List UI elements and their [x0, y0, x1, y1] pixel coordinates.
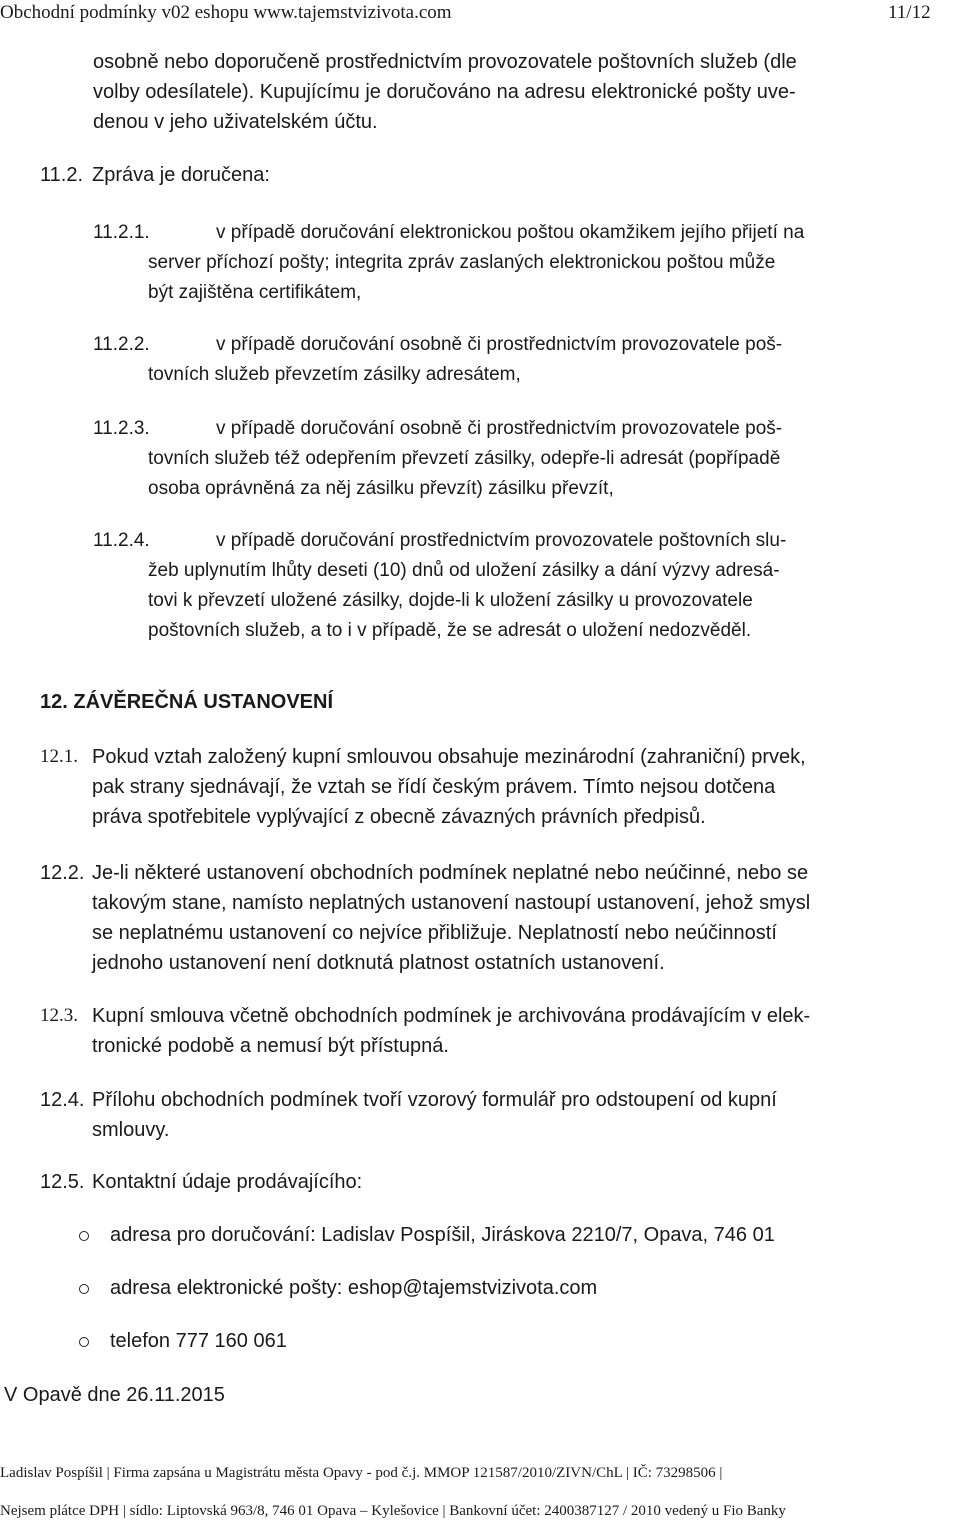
bullet-circle-icon	[79, 1231, 89, 1241]
bullet-circle-icon	[79, 1284, 89, 1294]
text-line: v případě doručování elektronickou poštou okamžikem jejího přijetí na	[216, 222, 805, 243]
text-line: takovým stane, namísto neplatných ustanovení nastoupí ustanovení, jehož smysl	[92, 892, 811, 914]
text-line: tovi k převzetí uložené zásilky, dojde-li k uložení zásilky u provozovatele	[148, 590, 753, 611]
text-line: pak strany sjednávají, že vztah se řídí českým právem. Tímto nejsou dotčena	[92, 776, 776, 798]
item-12-1-text	[92, 742, 956, 832]
item-11-2-1-number: 11.2.1.	[93, 222, 150, 243]
item-12-3-number: 12.3.	[40, 1005, 78, 1026]
text-line: Je-li některé ustanovení obchodních podmínek neplatné nebo neúčinné, nebo se	[92, 862, 809, 884]
item-11-2-2-number: 11.2.2.	[93, 334, 150, 355]
signature-date: V Opavě dne 26.11.2015	[4, 1384, 225, 1406]
item-11-2-3-number: 11.2.3.	[93, 418, 150, 439]
section-12-heading: 12. ZÁVĚREČNÁ USTANOVENÍ	[40, 691, 334, 713]
text-line: v případě doručování osobně či prostřednictvím provozovatele poš-	[216, 418, 783, 439]
text-line: tronické podobě a nemusí být přístupná.	[92, 1035, 449, 1057]
item-12-4-number: 12.4.	[40, 1089, 85, 1111]
footer-line-1: Ladislav Pospíšil | Firma zapsána u Magistrátu města Opavy - pod č.j. MMOP 121587/2010/ZIVN/ChL | IČ: 73298506 |	[0, 1465, 723, 1481]
intro-line: osobně nebo doporučeně prostřednictvím provozovatele poštovních služeb (dle	[93, 51, 797, 73]
text-line: poštovních služeb, a to i v případě, že se adresát o uložení nedozvěděl.	[148, 620, 752, 641]
item-12-1-number: 12.1.	[40, 746, 78, 767]
text-line: smlouvy.	[92, 1119, 170, 1141]
footer-line-2: Nejsem plátce DPH | sídlo: Liptovská 963/8, 746 01 Opava – Kylešovice | Bankovní účet: 2400387127 / 2010 vedený u Fio Banky	[0, 1503, 786, 1519]
item-11-2-4-text	[148, 526, 786, 646]
text-line: tovních služeb převzetím zásilky adresátem,	[148, 364, 521, 385]
text-line: v případě doručování osobně či prostřednictvím provozovatele poš-	[216, 334, 783, 355]
text-line: žeb uplynutím lhůty deseti (10) dnů od uložení zásilky a dání výzvy adresá-	[148, 560, 780, 581]
item-11-2-4-number: 11.2.4.	[93, 530, 150, 551]
text-line: server příchozí pošty; integrita zpráv zaslaných elektronickou poštou může	[148, 252, 776, 273]
intro-line: volby odesílatele). Kupujícímu je doručováno na adresu elektronické pošty uve-	[93, 81, 796, 103]
text-line: v případě doručování prostřednictvím provozovatele poštovních slu-	[216, 530, 787, 551]
text-line: jednoho ustanovení není dotknutá platnost ostatních ustanovení.	[92, 952, 665, 974]
text-line: Kupní smlouva včetně obchodních podmínek je archivována prodávajícím v elek-	[92, 1005, 811, 1027]
page-number: 11/12	[888, 2, 931, 23]
text-line: být zajištěna certifikátem,	[148, 282, 362, 303]
contact-address: adresa pro doručování: Ladislav Pospíšil, Jiráskova 2210/7, Opava, 746 01	[110, 1224, 775, 1246]
item-12-2-number: 12.2.	[40, 862, 85, 884]
item-12-3-text	[92, 1001, 956, 1061]
item-12-5-text: Kontaktní údaje prodávajícího:	[92, 1171, 363, 1193]
item-11-2-3-text	[148, 414, 782, 504]
contact-email: adresa elektronické pošty: eshop@tajemstvizivota.com	[110, 1277, 598, 1299]
item-11-2-2-text	[148, 330, 782, 390]
item-12-5-number: 12.5.	[40, 1171, 85, 1193]
document-title: Obchodní podmínky v02 eshopu www.tajemstvizivota.com	[0, 2, 452, 23]
text-line: se neplatnému ustanovení co nejvíce přibližuje. Neplatností nebo neúčinností	[92, 922, 777, 944]
contact-phone: telefon 777 160 061	[110, 1330, 287, 1352]
text-line: práva spotřebitele vyplývající z obecně závazných právních předpisů.	[92, 806, 706, 828]
bullet-circle-icon	[79, 1337, 89, 1347]
item-12-2-text	[92, 858, 956, 978]
text-line: tovních služeb též odepřením převzetí zásilky, odepře-li adresát (popřípadě	[148, 448, 781, 469]
item-11-2-1-text	[148, 218, 956, 308]
text-line: osoba oprávněná za něj zásilku převzít) zásilku převzít,	[148, 478, 614, 499]
intro-paragraph	[93, 47, 797, 137]
section-11-2-number: 11.2.	[40, 164, 83, 186]
item-12-4-text	[92, 1085, 956, 1145]
section-11-2-title: Zpráva je doručena:	[92, 164, 270, 186]
intro-line: denou v jeho uživatelském účtu.	[93, 111, 378, 133]
text-line: Přílohu obchodních podmínek tvoří vzorový formulář pro odstoupení od kupní	[92, 1089, 777, 1111]
text-line: Pokud vztah založený kupní smlouvou obsahuje mezinárodní (zahraniční) prvek,	[92, 746, 806, 768]
